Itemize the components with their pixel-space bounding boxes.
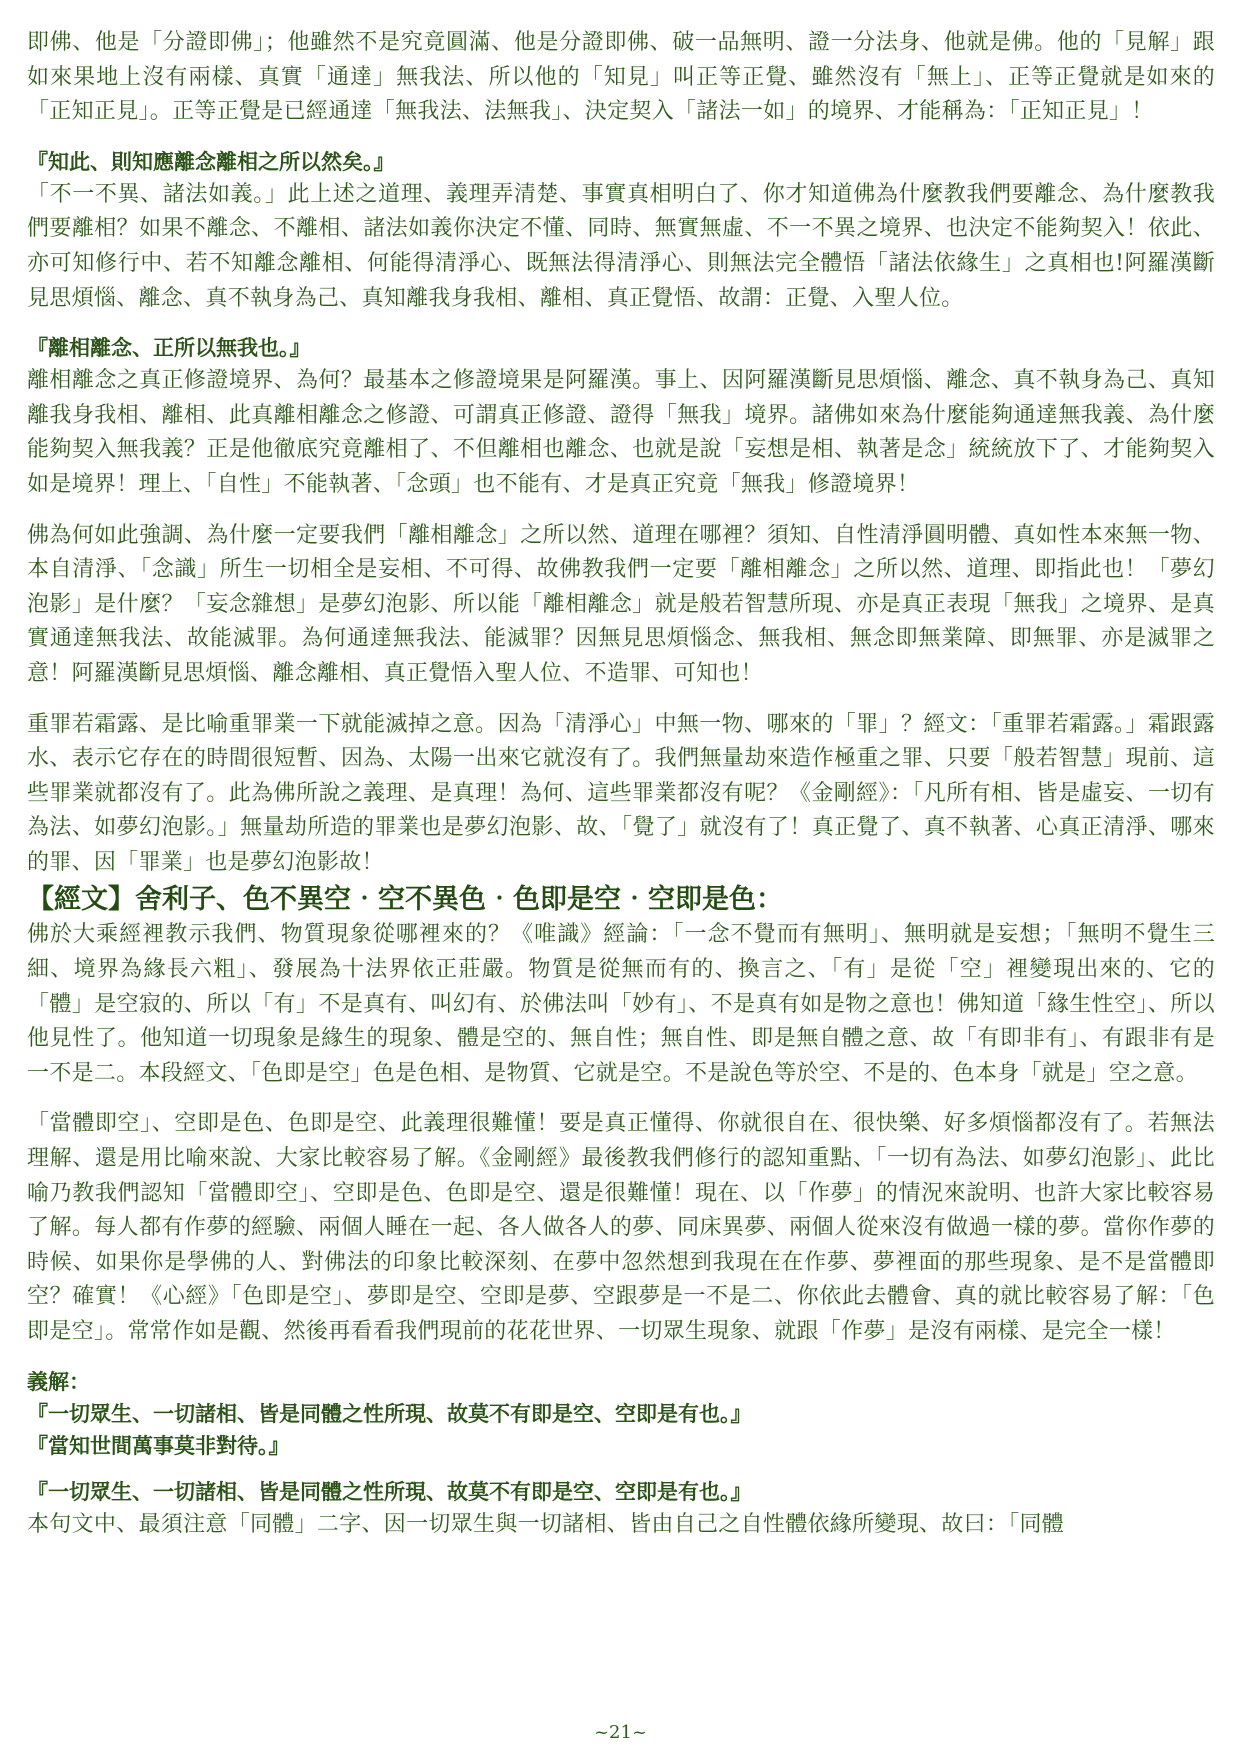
document-page	[27, 26, 1215, 1542]
commentary-quote-2: 『當知世間萬事莫非對待。』	[27, 1432, 290, 1458]
spacer	[27, 1462, 1215, 1476]
sutra-heading: 【經文】舍利子、色不異空‧空不異色‧色即是空‧空即是色：	[27, 884, 783, 916]
paragraph-1: 即佛、他是「分證即佛」；他雖然不是究竟圓滿、他是分證即佛、破一品無明、證一分法身、他就是佛。他的「見解」跟如來果地上沒有兩樣、真實「通達」無我法、所以他的「知見」叫正等正覺、雖然沒有「無上」、正等正覺就是如來的「正知正見」。正等正覺是已經通達「無我法、法無我」、決定契入「諸法一如」的境界、才能稱為：「正知正見」！	[27, 30, 1215, 125]
paragraph-4: 佛為何如此強調、為什麼一定要我們「離相離念」之所以然、道理在哪裡？須知、自性清淨圓明體、真如性本來無一物、本自清淨、「念識」所生一切相全是妄相、不可得、故佛教我們一定要「離相離念」之所以然、道理、即指此也！「夢幻泡影」是什麼？「妄念雜想」是夢幻泡影、所以能「離相離念」就是般若智慧所現、亦是真正表現「無我」之境界、是真實通達無我法、故能滅罪。為何通達無我法、能滅罪？因無見思煩惱念、無我相、無念即無業障、即無罪、亦是滅罪之意！阿羅漢斷見思煩惱、離念離相、真正覺悟入聖人位、不造罪、可知也！	[27, 522, 1215, 686]
paragraph-6: 佛於大乘經裡教示我們、物質現象從哪裡來的？《唯識》經論：「一念不覺而有無明」、無明就是妄想；「無明不覺生三細、境界為緣長六粗」、發展為十法界依正莊嚴。物質是從無而有的、換言之、「有」是從「空」裡變現出來的、它的「體」是空寂的、所以「有」不是真有、叫幻有、於佛法叫「妙有」、不是真有如是物之意也！佛知道「緣生性空」、所以他見性了。他知道一切現象是緣生的現象、體是空的、無自性；無自性、即是無自體之意、故「有即非有」、有跟非有是一不是二。本段經文、「色即是空」色是色相、是物質、它就是空。不是說色等於空、不是的、色本身「就是」空之意。	[27, 922, 1215, 1086]
commentary-quote-1: 『一切眾生、一切諸相、皆是同體之性所現、故莫不有即是空、空即是有也。』	[27, 1400, 752, 1426]
commentary-label: 義解：	[27, 1368, 90, 1394]
quote-heading-3: 『一切眾生、一切諸相、皆是同體之性所現、故莫不有即是空、空即是有也。』	[27, 1478, 752, 1504]
quote-heading-2: 『離相離念、正所以無我也。』	[27, 335, 311, 361]
page-number: ~21~	[593, 1722, 648, 1743]
paragraph-5: 重罪若霜露、是比喻重罪業一下就能滅掉之意。因為「清淨心」中無一物、哪來的「罪」？經文：「重罪若霜露。」霜跟露水、表示它存在的時間很短暫、因為、太陽一出來它就沒有了。我們無量劫來造作極重之罪、只要「般若智慧」現前、這些罪業就都沒有了。此為佛所說之義理、是真理！為何、這些罪業都沒有呢？《金剛經》：「凡所有相、皆是虛妄、一切有為法、如夢幻泡影。」無量劫所造的罪業也是夢幻泡影、故、「覺了」就沒有了！真正覺了、真不執著、心真正清淨、哪來的罪、因「罪業」也是夢幻泡影故！	[27, 711, 1215, 875]
paragraph-7: 「當體即空」、空即是色、色即是空、此義理很難懂！要是真正懂得、你就很自在、很快樂、好多煩惱都沒有了。若無法理解、還是用比喻來說、大家比較容易了解。《金剛經》最後教我們修行的認知重點、「一切有為法、如夢幻泡影」、此比喻乃教我們認知「當體即空」、空即是色、色即是空、還是很難懂！現在、以「作夢」的情況來說明、也許大家比較容易了解。每人都有作夢的經驗、兩個人睡在一起、各人做各人的夢、同床異夢、兩個人從來沒有做過一樣的夢。當你作夢的時候、如果你是學佛的人、對佛法的印象比較深刻、在夢中忽然想到我現在在作夢、夢裡面的那些現象、是不是當體即空？確實！《心經》「色即是空」、夢即是空、空即是夢、空跟夢是一不是二、你依此去體會、真的就比較容易了解：「色即是空」。常常作如是觀、然後再看看我們現前的花花世界、一切眾生現象、就跟「作夢」是沒有兩樣、是完全一樣！	[27, 1111, 1215, 1344]
paragraph-3: 離相離念之真正修證境界、為何？最基本之修證境果是阿羅漢。事上、因阿羅漢斷見思煩惱、離念、真不執身為己、真知離我身我相、離相、此真離相離念之修證、可謂真正修證、證得「無我」境界。諸佛如來為什麼能夠通達無我義、為什麼能夠契入無我義？正是他徹底究竟離相了、不但離相也離念、也就是說「妄想是相、執著是念」統統放下了、才能夠契入如是境界！理上、「自性」不能執著、「念頭」也不能有、才是真正究竟「無我」修證境界！	[27, 368, 1215, 497]
paragraph-8: 本句文中、最須注意「同體」二字、因一切眾生與一切諸相、皆由自己之自性體依緣所變現、故曰：「同體	[27, 1511, 1065, 1537]
paragraph-2: 「不一不異、諸法如義。」此上述之道理、義理弄清楚、事實真相明白了、你才知道佛為什麼教我們要離念、為什麼教我們要離相？如果不離念、不離相、諸法如義你決定不懂、同時、無實無虛、不一不異之境界、也決定不能夠契入！依此、亦可知修行中、若不知離念離相、何能得清淨心、既無法得清淨心、則無法完全體悟「諸法依緣生」之真相也!阿羅漢斷見思煩惱、離念、真不執身為己、真知離我身我相、離相、真正覺悟、故謂：正覺、入聖人位。	[27, 181, 1215, 311]
quote-heading-1: 『知此、則知應離念離相之所以然矣。』	[27, 148, 395, 174]
